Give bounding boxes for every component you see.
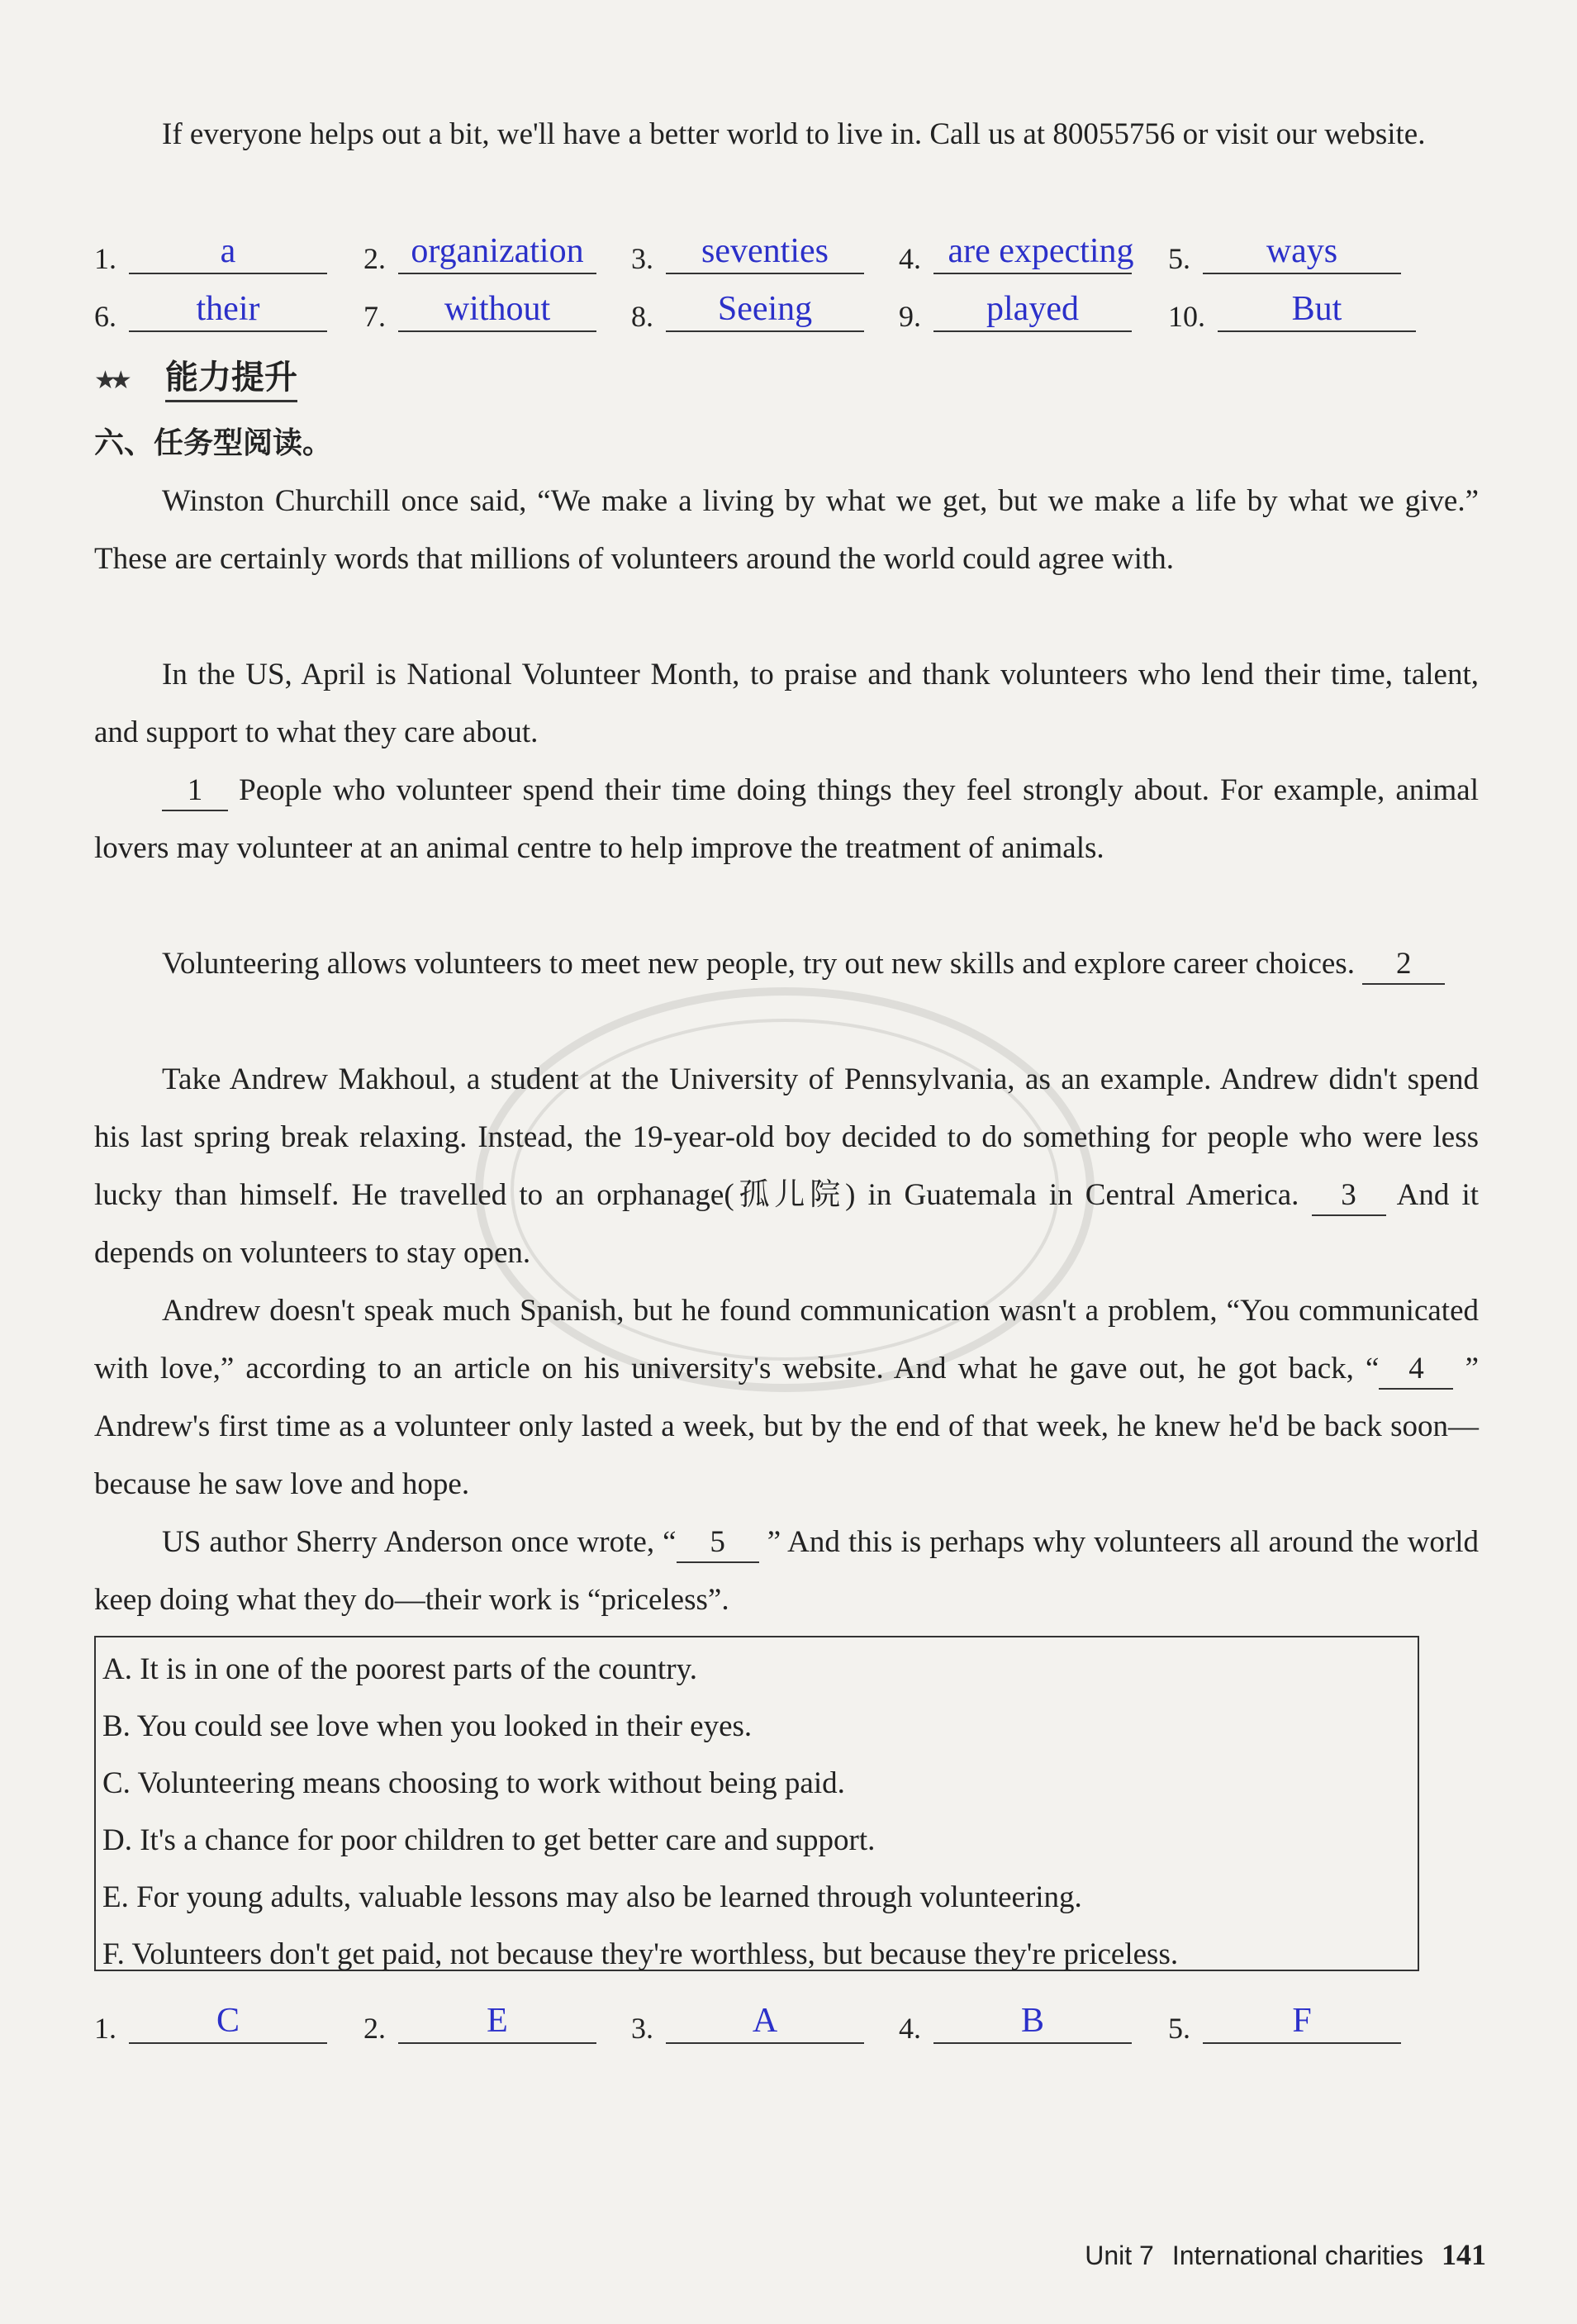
answer-text: their bbox=[196, 290, 260, 328]
answer-line bbox=[933, 330, 1132, 332]
answer-number: 1. bbox=[94, 2012, 116, 2045]
answer-number: 8. bbox=[631, 300, 653, 333]
answer-number: 2. bbox=[363, 242, 386, 275]
answer-text: ways bbox=[1266, 232, 1338, 270]
answer-text: C bbox=[216, 2002, 240, 2040]
footer-title: International charities bbox=[1171, 2241, 1423, 2270]
blank-5: 5 bbox=[677, 1523, 759, 1563]
answer-line bbox=[666, 330, 864, 332]
answer-text: F bbox=[1292, 2002, 1312, 2040]
page-number: 141 bbox=[1442, 2238, 1486, 2271]
footer-unit: Unit 7 bbox=[1085, 2241, 1154, 2270]
option-c: C. Volunteering means choosing to work without being paid. bbox=[102, 1766, 845, 1800]
passage-paragraph-6: Andrew doesn't speak much Spanish, but he found communication wasn't a problem, “You communicated with love,” according to an article on his university's website. And what he gave out, he got back, “ 4 ” Andrew's first time as a volunteer only lasted a week, but by the end of that week, he knew he'd be back soon—because he saw love and hope. bbox=[94, 1294, 1479, 1501]
answer-line bbox=[398, 2042, 596, 2044]
answer-line bbox=[933, 273, 1132, 274]
blank-2: 2 bbox=[1362, 945, 1445, 985]
passage-paragraph-5: Take Andrew Makhoul, a student at the University of Pennsylvania, as an example. Andrew didn't spend his last spring break relaxing. Instead, the 19-year-old boy decided to do something for people who were less lucky than himself. He travelled to an orphanage(孤儿院) in Guatemala in Central America. 3 And it depends on volunteers to stay open. bbox=[94, 1062, 1480, 1270]
option-d: D. It's a chance for poor children to get better care and support. bbox=[102, 1823, 876, 1857]
answer-number: 5. bbox=[1168, 2012, 1190, 2045]
passage-paragraph-1: Winston Churchill once said, “We make a living by what we get, but we make a life by what we give.” These are certainly words that millions of volunteers around the world could agree with. bbox=[94, 484, 1479, 576]
option-b: B. You could see love when you looked in their eyes. bbox=[102, 1709, 753, 1743]
passage-paragraph-7: US author Sherry Anderson once wrote, “ 5 ” And this is perhaps why volunteers all around the world keep doing what they do—their work is “priceless”. bbox=[94, 1525, 1479, 1617]
passage-paragraph-4: Volunteering allows volunteers to meet new people, try out new skills and explore career choices. 2 bbox=[94, 935, 1479, 993]
answer-text: A bbox=[752, 2002, 778, 2040]
star-icon: ★★ bbox=[94, 367, 126, 394]
answer-text: without bbox=[444, 290, 551, 328]
answer-text: are expecting bbox=[948, 232, 1134, 270]
passage-paragraph-2: In the US, April is National Volunteer Month, to praise and thank volunteers who lend their time, talent, and support to what they care about. bbox=[94, 658, 1479, 749]
answer-text: B bbox=[1020, 2002, 1044, 2040]
answer-line bbox=[666, 273, 864, 274]
option-e: E. For young adults, valuable lessons may also be learned through volunteering. bbox=[102, 1880, 1082, 1914]
task-title: 六、任务型阅读。 bbox=[94, 426, 333, 460]
answer-number: 2. bbox=[363, 2012, 386, 2045]
answer-number: 3. bbox=[631, 242, 653, 275]
answer-line bbox=[398, 330, 596, 332]
answer-line bbox=[1203, 2042, 1401, 2044]
passage-paragraph-3: 1 People who volunteer spend their time doing things they feel strongly about. For example, animal lovers may volunteer at an animal centre to help improve the treatment of animals. bbox=[94, 773, 1480, 865]
answer-line bbox=[129, 273, 327, 274]
answer-text: organization bbox=[411, 232, 584, 270]
answer-text: But bbox=[1291, 290, 1342, 328]
answer-line bbox=[398, 273, 596, 274]
answer-line bbox=[666, 2042, 864, 2044]
answer-number: 4. bbox=[899, 242, 921, 275]
answer-line bbox=[933, 2042, 1132, 2044]
answer-text: Seeing bbox=[717, 290, 813, 328]
option-a: A. It is in one of the poorest parts of the country. bbox=[102, 1652, 697, 1686]
answer-number: 1. bbox=[94, 242, 116, 275]
answer-line bbox=[129, 330, 327, 332]
answer-line bbox=[129, 2042, 327, 2044]
section-title: 能力提升 bbox=[165, 351, 297, 402]
answer-text: played bbox=[986, 290, 1079, 328]
answer-number: 4. bbox=[899, 2012, 921, 2045]
page-footer bbox=[1085, 2237, 1486, 2272]
blank-4: 4 bbox=[1379, 1350, 1453, 1390]
intro-paragraph: If everyone helps out a bit, we'll have a better world to live in. Call us at 80055756 or visit our website. bbox=[162, 117, 1426, 151]
answer-text: E bbox=[487, 2002, 508, 2040]
blank-3: 3 bbox=[1312, 1176, 1386, 1216]
answer-number: 7. bbox=[363, 300, 386, 333]
options-box bbox=[94, 1636, 1419, 1971]
answer-number: 9. bbox=[899, 300, 921, 333]
blank-1: 1 bbox=[162, 772, 228, 811]
answer-number: 3. bbox=[631, 2012, 653, 2045]
answer-text: a bbox=[220, 232, 236, 270]
answer-number: 10. bbox=[1168, 300, 1205, 333]
answer-line bbox=[1218, 330, 1416, 332]
answer-text: seventies bbox=[701, 232, 829, 270]
answer-number: 6. bbox=[94, 300, 116, 333]
answer-line bbox=[1203, 273, 1401, 274]
answer-number: 5. bbox=[1168, 242, 1190, 275]
option-f: F. Volunteers don't get paid, not because they're worthless, but because they're priceless. bbox=[102, 1937, 1179, 1971]
